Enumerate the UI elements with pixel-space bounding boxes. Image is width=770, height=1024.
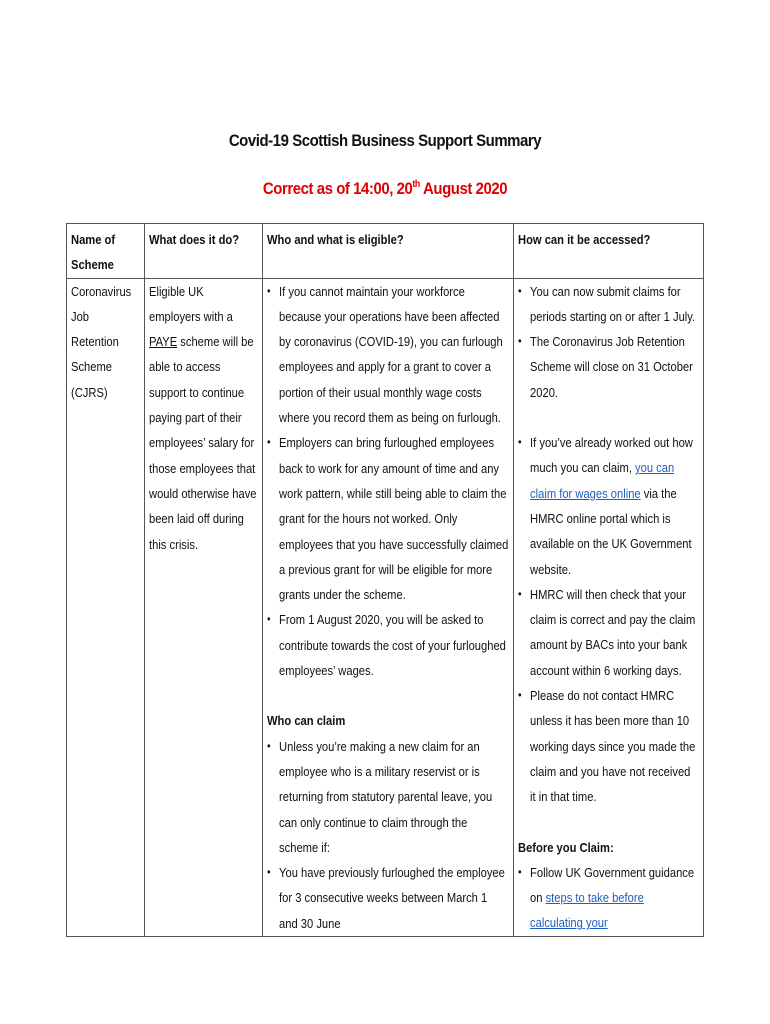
- what-text-pre: Eligible UK employers with a: [149, 283, 233, 324]
- list-item: • If you’ve already worked out how much you can claim, you can claim for wages online via the HMRC online portal which is available on the UK Government website.: [518, 430, 699, 582]
- list-item: • If you cannot maintain your workforce because your operations have been affected by coronavirus (COVID-19), you can furlough employees and apply for a grant to cover a portion of their usual monthly wage costs where you record them as being on furlough.: [267, 279, 508, 431]
- table-row: [67, 278, 704, 936]
- who-can-claim-heading: Who can claim: [267, 713, 346, 729]
- header-who: Who and what is eligible?: [263, 224, 514, 279]
- list-item: • Unless you’re making a new claim for an employee who is a military reservist or is returning from statutory parental leave, you can only continue to claim through the scheme if:: [267, 734, 508, 860]
- list-item: • HMRC will then check that your claim is correct and pay the claim amount by BACs into your bank account within 6 working days.: [518, 582, 699, 683]
- document-subtitle: [46, 179, 724, 199]
- before-claim-list: [518, 860, 699, 936]
- list-item: • Follow UK Government guidance on steps to take before calculating your: [518, 860, 699, 936]
- cell-how: [514, 278, 704, 936]
- subtitle-ordinal: th: [412, 179, 420, 190]
- cell-who: [263, 278, 514, 936]
- cell-what: [145, 278, 263, 936]
- list-item: • You can now submit claims for periods starting on or after 1 July.: [518, 279, 699, 330]
- list-item: • You have previously furloughed the employee for 3 consecutive weeks between March 1 and 30 June: [267, 860, 508, 936]
- steps-before-calculating-link[interactable]: steps to take before calculating your: [530, 890, 644, 931]
- list-item: • From 1 August 2020, you will be asked to contribute towards the cost of your furloughed employees’ wages.: [267, 607, 508, 683]
- who-can-claim-list: [267, 734, 508, 936]
- before-you-claim-heading: Before you Claim:: [518, 839, 614, 855]
- how-claim-list: [518, 430, 699, 809]
- support-table: [66, 223, 704, 937]
- subtitle-month: August 2020: [419, 179, 508, 198]
- what-text-post: scheme will be able to access support to continue paying part of their employees’ salary for those employees that would otherwise have been laid off during this crisis.: [149, 334, 257, 552]
- claim-wages-online-link[interactable]: you can claim for wages online: [530, 460, 675, 501]
- list-item: • The Coronavirus Job Retention Scheme will close on 31 October 2020.: [518, 329, 699, 405]
- table-header-row: [67, 224, 704, 279]
- list-item: • Employers can bring furloughed employees back to work for any amount of time and any work pattern, while still being able to claim the grant for the hours not worked. Only employees that you have successfully claimed a previous grant for will be eligible for more grants under the scheme.: [267, 430, 508, 607]
- header-name: Name of Scheme: [67, 224, 145, 279]
- cell-scheme-name: Coronavirus Job Retention Scheme (CJRS): [67, 278, 145, 936]
- paye-link[interactable]: PAYE: [149, 334, 178, 350]
- who-eligible-list: [267, 279, 508, 684]
- list-item: • Please do not contact HMRC unless it has been more than 10 working days since you made the claim and you have not received it in that time.: [518, 683, 699, 809]
- header-how: How can it be accessed?: [514, 224, 704, 279]
- header-what: What does it do?: [145, 224, 263, 279]
- subtitle-date: Correct as of 14:00, 20: [262, 179, 413, 198]
- how-access-list: [518, 279, 699, 405]
- document-title: Covid-19 Scottish Business Support Summary: [228, 131, 542, 150]
